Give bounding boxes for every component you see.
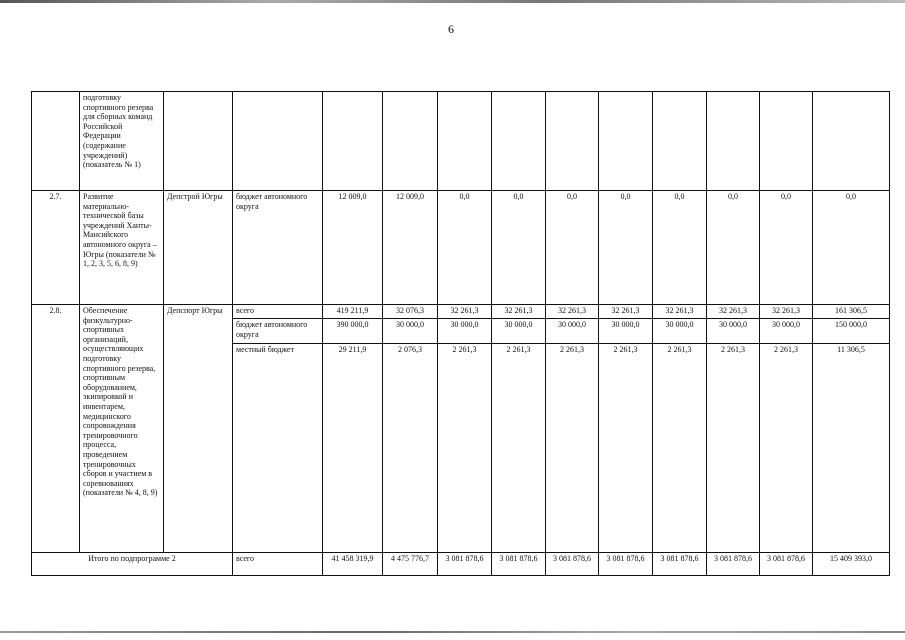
- cell-value: 3 081 878,6: [760, 553, 813, 576]
- cell-value: 0,0: [438, 191, 492, 305]
- cell-value: 3 081 878,6: [492, 553, 546, 576]
- cell-value: 0,0: [546, 191, 599, 305]
- cell-value: 30 000,0: [707, 319, 760, 344]
- cell-value: 32 261,3: [653, 305, 707, 319]
- cell-value: 32 261,3: [707, 305, 760, 319]
- cell-value: 3 081 878,6: [707, 553, 760, 576]
- cell-value: 0,0: [813, 191, 890, 305]
- cell-value: 2 261,3: [438, 344, 492, 553]
- cell-value: [323, 92, 383, 191]
- cell-value: 3 081 878,6: [653, 553, 707, 576]
- cell-value: 0,0: [492, 191, 546, 305]
- cell-value: [813, 92, 890, 191]
- cell-value: 3 081 878,6: [438, 553, 492, 576]
- cell-value: 30 000,0: [599, 319, 653, 344]
- cell-value: 30 000,0: [760, 319, 813, 344]
- cell-value: 32 261,3: [492, 305, 546, 319]
- cell-index: 2.7.: [32, 191, 80, 305]
- budget-table: [31, 91, 890, 576]
- cell-index: [32, 92, 80, 191]
- cell-source: бюджет автономного округа: [233, 319, 323, 344]
- cell-value: 15 409 393,0: [813, 553, 890, 576]
- cell-value: 3 081 878,6: [546, 553, 599, 576]
- table-row-continuation: [32, 92, 890, 191]
- cell-value: 30 000,0: [383, 319, 438, 344]
- cell-value: [438, 92, 492, 191]
- cell-value: 32 261,3: [546, 305, 599, 319]
- cell-executor: Депспорт Югры: [164, 305, 233, 553]
- cell-value: 0,0: [599, 191, 653, 305]
- cell-value: 150 000,0: [813, 319, 890, 344]
- cell-value: 30 000,0: [546, 319, 599, 344]
- cell-value: 419 211,9: [323, 305, 383, 319]
- scan-edge-bottom: [0, 631, 905, 633]
- cell-value: [707, 92, 760, 191]
- page-number: 6: [448, 22, 454, 36]
- cell-value: 32 076,3: [383, 305, 438, 319]
- cell-value: 0,0: [760, 191, 813, 305]
- cell-value: 4 475 776,7: [383, 553, 438, 576]
- table-row-subprogram-total: [32, 553, 890, 576]
- cell-value: [492, 92, 546, 191]
- table-row-2-8-total: [32, 305, 890, 319]
- cell-value: 390 000,0: [323, 319, 383, 344]
- cell-value: 29 211,9: [323, 344, 383, 553]
- cell-source: [233, 92, 323, 191]
- cell-source: бюджет автономного округа: [233, 191, 323, 305]
- cell-value: 2 261,3: [653, 344, 707, 553]
- cell-value: 2 261,3: [760, 344, 813, 553]
- cell-value: 161 306,5: [813, 305, 890, 319]
- scan-edge-top: [0, 0, 905, 3]
- cell-source: местный бюджет: [233, 344, 323, 553]
- cell-source: всего: [233, 553, 323, 576]
- cell-value: [653, 92, 707, 191]
- cell-value: 2 261,3: [492, 344, 546, 553]
- cell-name: Обеспечение физкультурно-спортивных организаций, осуществляющих подготовку спортивного резерва, спортивным оборудованием, экипировкой и инвентарем, медицинского сопровождения тренировочного процесса, проведением тренировочных сборов и участием в соревнованиях (показатели № 4, 8, 9): [80, 305, 164, 553]
- cell-value: [599, 92, 653, 191]
- cell-value: 2 261,3: [546, 344, 599, 553]
- cell-executor: [164, 92, 233, 191]
- cell-name: подготовку спортивного резерва для сборных команд Российской Федерации (содержание учреждений) (показатель № 1): [80, 92, 164, 191]
- cell-name: Развитие материально-технической базы учреждений Ханты-Мансийского автономного округа – Югры (показатели № 1, 2, 3, 5, 6, 8, 9): [80, 191, 164, 305]
- cell-value: 2 261,3: [707, 344, 760, 553]
- cell-executor: Депстрой Югры: [164, 191, 233, 305]
- cell-index: 2.8.: [32, 305, 80, 553]
- cell-total-label: Итого по подпрограмме 2: [32, 553, 233, 576]
- cell-value: 41 458 319,9: [323, 553, 383, 576]
- cell-value: 0,0: [707, 191, 760, 305]
- cell-value: 32 261,3: [599, 305, 653, 319]
- cell-value: [760, 92, 813, 191]
- cell-value: 3 081 878,6: [599, 553, 653, 576]
- cell-value: 30 000,0: [492, 319, 546, 344]
- cell-value: 2 261,3: [599, 344, 653, 553]
- cell-value: 2 076,3: [383, 344, 438, 553]
- cell-value: 0,0: [653, 191, 707, 305]
- cell-value: [383, 92, 438, 191]
- cell-value: [546, 92, 599, 191]
- cell-value: 32 261,3: [760, 305, 813, 319]
- cell-value: 12 009,0: [323, 191, 383, 305]
- cell-source: всего: [233, 305, 323, 319]
- cell-value: 30 000,0: [653, 319, 707, 344]
- cell-value: 32 261,3: [438, 305, 492, 319]
- cell-value: 12 009,0: [383, 191, 438, 305]
- cell-value: 30 000,0: [438, 319, 492, 344]
- table-row-2-7: [32, 191, 890, 305]
- cell-value: 11 306,5: [813, 344, 890, 553]
